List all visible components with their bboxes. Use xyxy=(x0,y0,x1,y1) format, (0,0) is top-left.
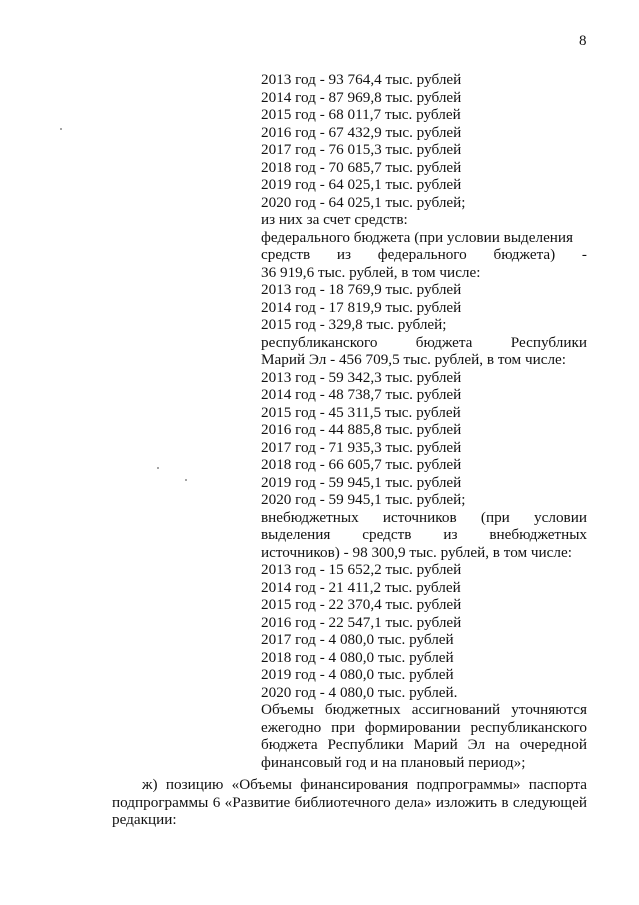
text-line: 2018 год - 4 080,0 тыс. рублей xyxy=(261,648,454,666)
funding-column xyxy=(261,71,587,771)
margin-mark xyxy=(185,479,187,481)
text-line: 2017 год - 71 935,3 тыс. рублей xyxy=(261,438,462,456)
text-line: из них за счет средств: xyxy=(261,211,408,228)
margin-mark xyxy=(157,467,159,469)
text-line: 2013 год - 59 342,3 тыс. рублей xyxy=(261,368,462,386)
text-line: 2019 год - 4 080,0 тыс. рублей xyxy=(261,666,454,683)
text-line: 2017 год - 4 080,0 тыс. рублей xyxy=(261,631,454,648)
text-line: 2013 год - 93 764,4 тыс. рублей xyxy=(261,71,462,88)
text-line: федерального бюджета (при условии выделения xyxy=(261,228,574,246)
word: средств xyxy=(362,526,412,543)
text-line: 2019 год - 64 025,1 тыс. рублей xyxy=(261,176,462,193)
word: федерального xyxy=(377,246,467,263)
text-line: 2015 год - 68 011,7 тыс. рублей xyxy=(261,106,461,123)
text-line: 2013 год - 18 769,9 тыс. рублей xyxy=(261,281,462,298)
text-line: 2014 год - 48 738,7 тыс. рублей xyxy=(261,386,462,403)
text-line: 2013 год - 15 652,2 тыс. рублей xyxy=(261,561,462,578)
text-line: 2018 год - 70 685,7 тыс. рублей xyxy=(261,158,462,176)
item-line-1: ж) позицию «Объемы финансирования подпрограммы» паспорта xyxy=(142,776,587,793)
text-line: Марий Эл - 456 709,5 тыс. рублей, в том числе: xyxy=(261,351,567,368)
word: источников xyxy=(382,508,457,526)
margin-mark xyxy=(60,128,62,130)
item-line-3: редакции: xyxy=(112,811,177,828)
text-line: 2020 год - 59 945,1 тыс. рублей; xyxy=(261,491,466,508)
text-line: 2020 год - 4 080,0 тыс. рублей. xyxy=(261,683,458,701)
word: - xyxy=(581,246,587,263)
word: из xyxy=(336,246,352,263)
federal-budget-line xyxy=(261,246,587,264)
text-line: 2019 год - 59 945,1 тыс. рублей xyxy=(261,473,462,491)
text-line: 2015 год - 45 311,5 тыс. рублей xyxy=(261,403,461,421)
extrabudget-line-1 xyxy=(261,509,587,527)
text-line: 2014 год - 17 819,9 тыс. рублей xyxy=(261,298,462,316)
text-line: 2017 год - 76 015,3 тыс. рублей xyxy=(261,141,462,158)
text-line: 36 919,6 тыс. рублей, в том числе: xyxy=(261,263,481,281)
word: из xyxy=(443,526,458,543)
text-line: 2016 год - 22 547,1 тыс. рублей xyxy=(261,613,462,631)
item-zh xyxy=(112,776,587,829)
republic-budget-line xyxy=(261,334,587,352)
note-paragraph: Объемы бюджетных ассигнований уточняются ежегодно при формировании республиканского бюджета Республики Марий Эл на очередной финансовый год и на плановый период»; xyxy=(261,701,587,771)
text-line: 2016 год - 67 432,9 тыс. рублей xyxy=(261,123,462,141)
republic-budget-list xyxy=(261,351,587,509)
extrabudget-list xyxy=(261,544,587,702)
word: бюджета) xyxy=(493,246,556,263)
text-line: 2014 год - 87 969,8 тыс. рублей xyxy=(261,88,462,106)
word: условии xyxy=(534,508,587,526)
word: внебюджетных xyxy=(489,526,587,543)
item-line-2: подпрограммы 6 «Развитие библиотечного дела» изложить в следующей xyxy=(112,793,587,811)
federal-budget-list xyxy=(261,264,587,334)
word: выделения xyxy=(261,526,331,543)
word: средств xyxy=(261,246,311,263)
text-line: 2020 год - 64 025,1 тыс. рублей; xyxy=(261,193,466,211)
word: внебюджетных xyxy=(261,508,359,526)
page-number: 8 xyxy=(579,33,587,49)
text-line: 2018 год - 66 605,7 тыс. рублей xyxy=(261,456,462,473)
word: бюджета xyxy=(415,333,473,351)
text-line: 2014 год - 21 411,2 тыс. рублей xyxy=(261,578,461,596)
text-line: 2015 год - 329,8 тыс. рублей; xyxy=(261,316,447,333)
total-by-year-list xyxy=(261,71,587,246)
word: республиканского xyxy=(261,333,378,351)
word: Республики xyxy=(510,333,587,351)
text-line: 2016 год - 44 885,8 тыс. рублей xyxy=(261,421,462,438)
text-line: источников) - 98 300,9 тыс. рублей, в том числе: xyxy=(261,543,572,561)
text-line: 2015 год - 22 370,4 тыс. рублей xyxy=(261,596,462,613)
extrabudget-line-2 xyxy=(261,526,587,544)
word: (при xyxy=(480,508,510,526)
